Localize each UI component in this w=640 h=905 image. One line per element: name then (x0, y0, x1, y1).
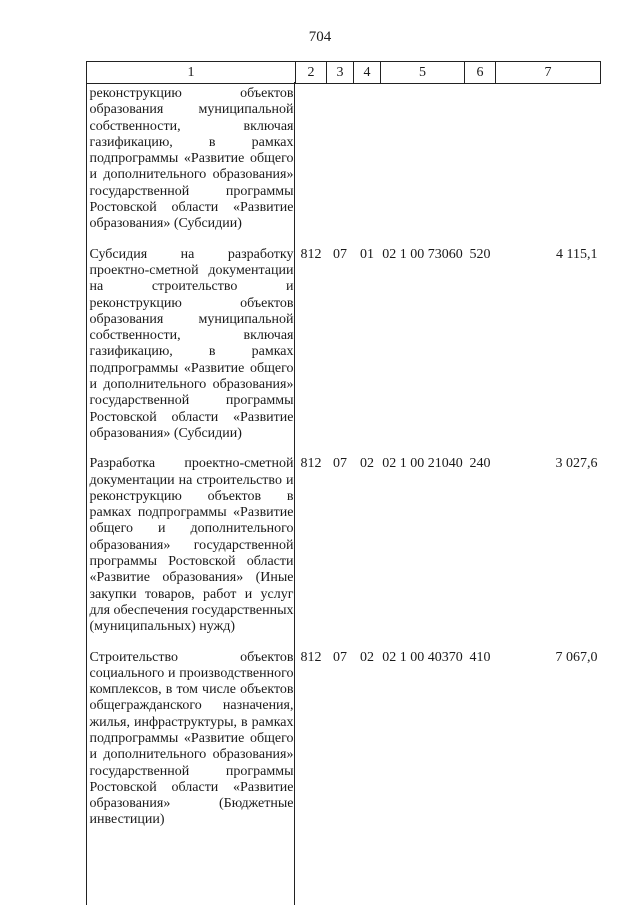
amount (496, 84, 601, 245)
expense-type-code: 410 (469, 649, 491, 665)
table-header-row (87, 62, 601, 84)
section-code (327, 84, 354, 245)
subsection-code: 02 (360, 456, 374, 472)
column-header-4: 4 (354, 62, 381, 84)
section-code: 07 (333, 456, 347, 472)
table-row (87, 84, 601, 245)
expense-type-code (465, 84, 496, 245)
admin-code: 812 (300, 246, 322, 262)
column-header-7: 7 (496, 62, 601, 84)
budget-table (86, 61, 601, 841)
admin-code (296, 84, 327, 245)
page-number: 704 (308, 29, 332, 45)
row-description: Разработка проектно-сметной документации на строительство и реконструкцию объектов в рамках подпрограммы «Развитие общего и дополнительного образования» государственной программы Ростовской области «Развитие образования» (Иные закупки товаров, работ и услуг для обеспечения государственных (муниципальных) нужд) (89, 456, 294, 635)
expense-type-code: 520 (469, 246, 491, 262)
table-column-divider (294, 82, 295, 905)
subsection-code (354, 84, 381, 245)
column-header-6: 6 (465, 62, 496, 84)
table-left-border (86, 82, 87, 905)
expense-type-code: 240 (469, 456, 491, 472)
target-article-code: 02 1 00 21040 (382, 456, 463, 472)
row-description: Субсидия на разработку проектно-сметной документации на строительство и реконструкцию объектов образования муниципальной собственности, включая газификацию, в рамках подпрограммы «Развитие общего и дополнительного образования» государственной программы Ростовской области «Развитие образования» (Субсидии) (89, 246, 294, 441)
column-header-3: 3 (327, 62, 354, 84)
subsection-code: 02 (360, 649, 374, 665)
table-row (87, 245, 601, 455)
row-description: Строительство объектов социального и производственного комплексов, в том числе объектов общегражданского назначения, жилья, инфраструктуры, в рамках подпрограммы «Развитие общего и дополнительного образования» государственной программы Ростовской области «Развитие образования» (Бюджетные инвестиции) (89, 649, 294, 828)
table-row (87, 648, 601, 841)
amount: 4 115,1 (556, 246, 598, 262)
admin-code: 812 (300, 649, 322, 665)
column-header-1: 1 (87, 62, 296, 84)
target-article-code: 02 1 00 73060 (382, 246, 463, 262)
target-article-code (381, 84, 465, 245)
section-code: 07 (333, 246, 347, 262)
amount: 7 067,0 (555, 649, 598, 665)
row-description: реконструкцию объектов образования муниципальной собственности, включая газификацию, в рамках подпрограммы «Развитие общего и дополнительного образования» государственной программы Ростовской области «Развитие образования» (Субсидии) (89, 86, 294, 232)
column-header-2: 2 (296, 62, 327, 84)
table-row (87, 454, 601, 647)
column-header-5: 5 (381, 62, 465, 84)
amount: 3 027,6 (555, 456, 598, 472)
subsection-code: 01 (360, 246, 374, 262)
target-article-code: 02 1 00 40370 (382, 649, 463, 665)
admin-code: 812 (300, 456, 322, 472)
section-code: 07 (333, 649, 347, 665)
